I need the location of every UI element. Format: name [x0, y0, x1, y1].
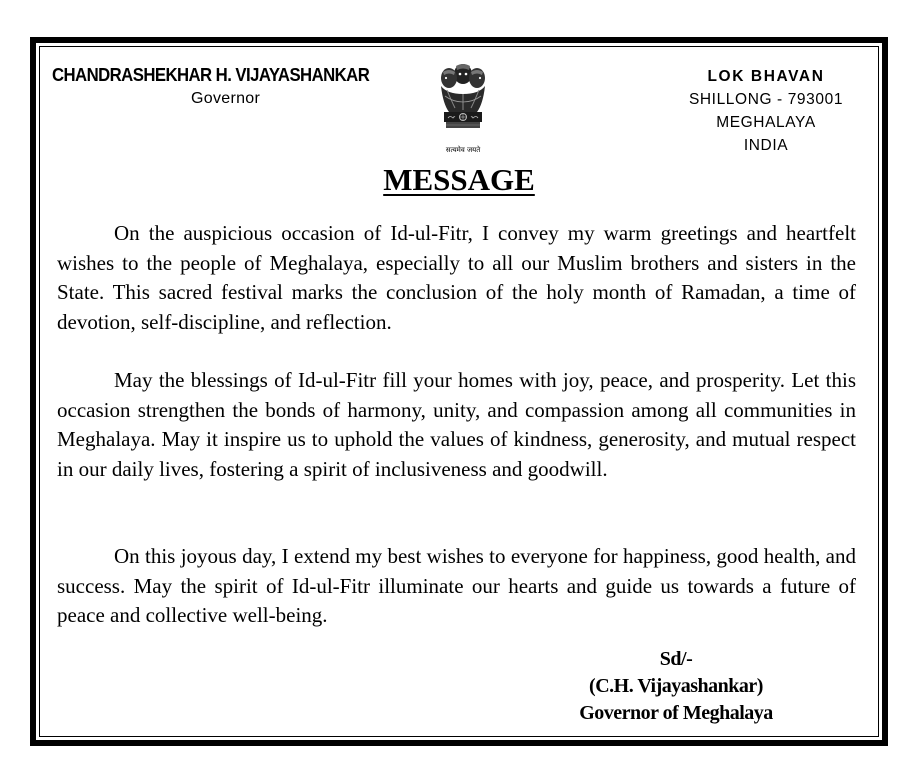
state-emblem-icon [433, 60, 493, 144]
address-line-3: MEGHALAYA [716, 114, 816, 131]
signature-sd: Sd/- [659, 648, 693, 670]
message-paragraph-2: May the blessings of Id-ul-Fitr fill your homes with joy, peace, and prosperity. Let this occasion strengthen the bonds of harmony, unity, and compassion among all communities in Meghalaya. May it inspire us to uphold the values of kindness, generosity, and mutual respect in our daily lives, fostering a spirit of inclusiveness and goodwill. [57, 368, 856, 481]
address-block [676, 65, 856, 157]
message-paragraph-3: On this joyous day, I extend my best wishes to everyone for happiness, good health, and success. May the spirit of Id-ul-Fitr illuminate our hearts and guide us towards a future of peace and collective well-being. [57, 544, 856, 627]
message-frame [30, 37, 888, 746]
address-line-2: SHILLONG - 793001 [688, 91, 844, 108]
signature-name: (C.H. Vijayashankar) [589, 675, 763, 697]
governor-title: Governor [191, 90, 261, 107]
address-line-4: INDIA [743, 137, 789, 154]
emblem-motto: सत्यमेव जयते [445, 146, 481, 154]
signature-block [526, 646, 826, 727]
address-line-1: LOK BHAVAN [707, 68, 825, 85]
governor-name: CHANDRASHEKHAR H. VIJAYASHANKAR [52, 65, 370, 85]
message-title: MESSAGE [383, 162, 535, 197]
message-paragraph-1: On the auspicious occasion of Id-ul-Fitr, I convey my warm greetings and heartfelt wishes to the people of Meghalaya, especially to all our Muslim brothers and sisters in the State. This sacred festival marks the conclusion of the holy month of Ramadan, a time of devotion, self-discipline, and reflection. [57, 221, 856, 334]
signature-designation: Governor of Meghalaya [579, 702, 773, 724]
